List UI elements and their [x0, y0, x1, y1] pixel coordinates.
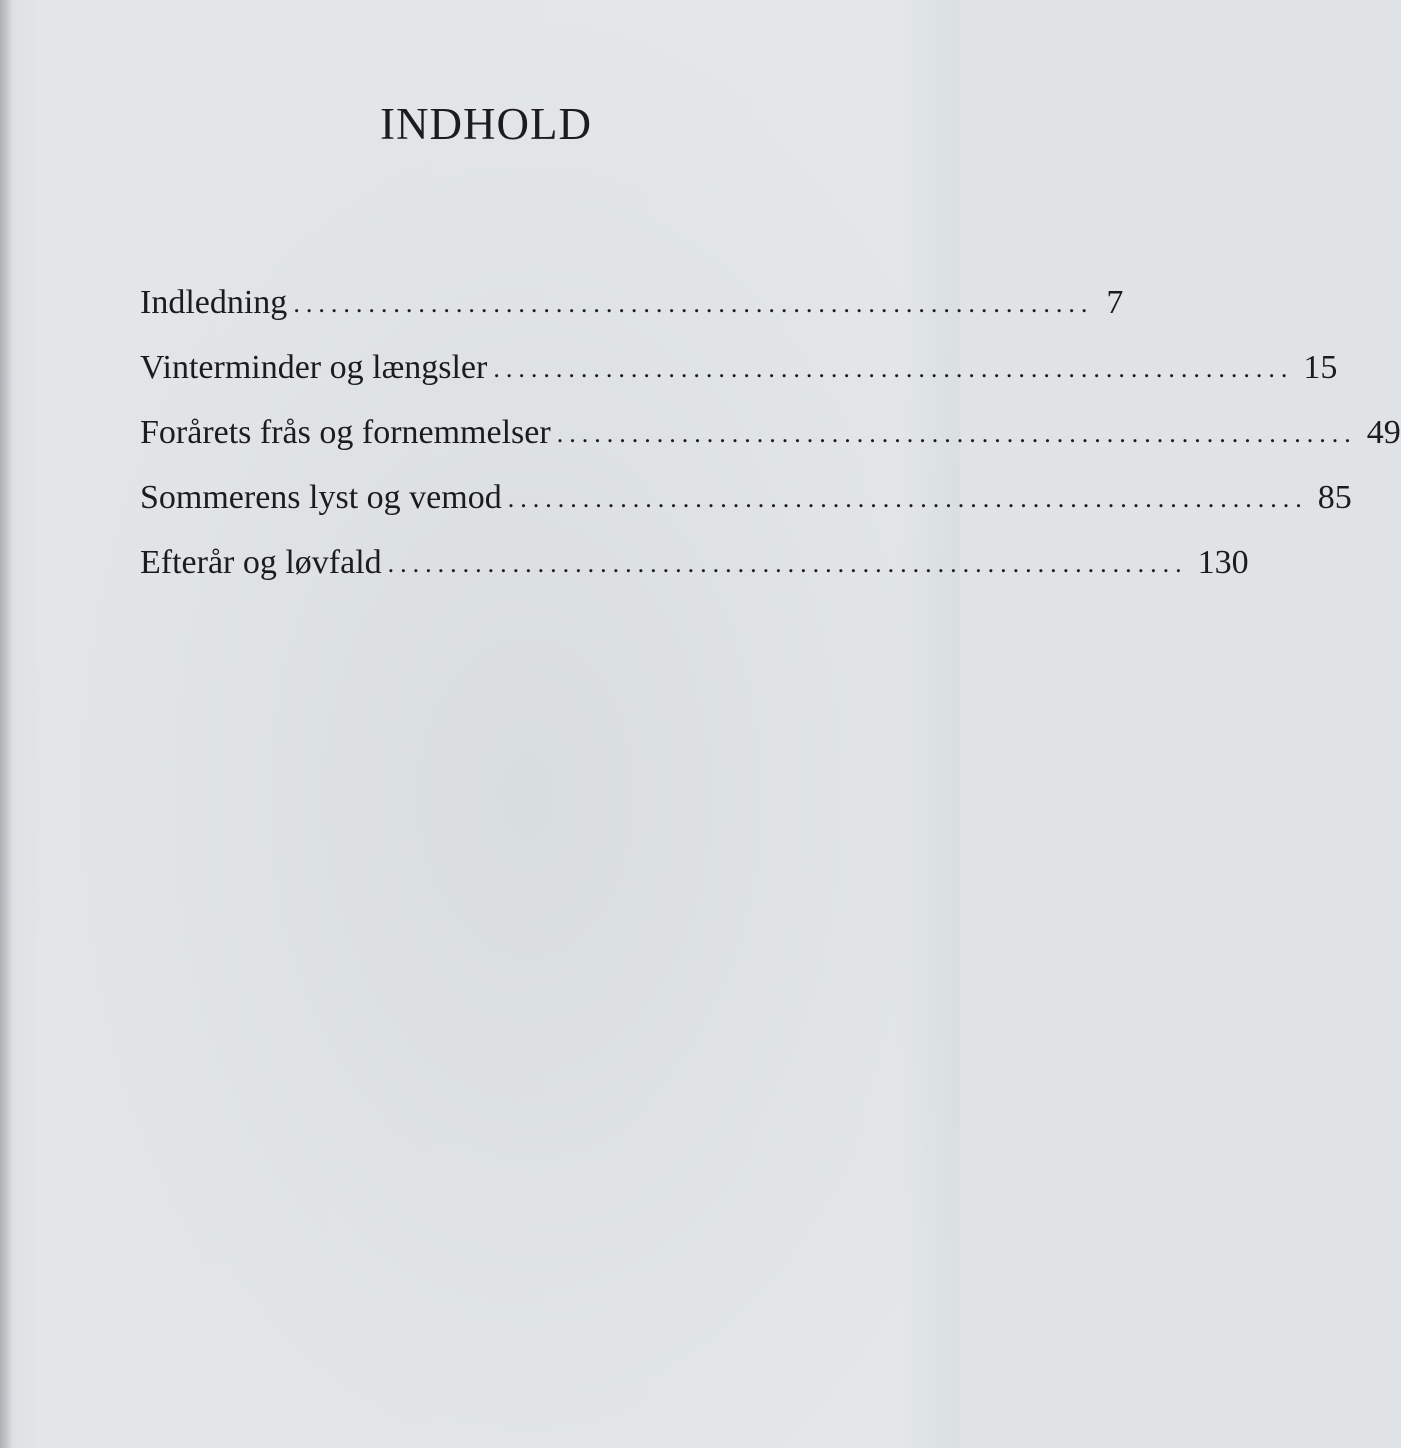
dot-leader: ................................................................ [507, 484, 1308, 513]
toc-entry-page: 130 [1197, 544, 1249, 581]
spine-shadow [0, 0, 12, 1448]
toc-entry [140, 414, 1401, 479]
toc-entry-title: Efterår og løvfald [140, 544, 382, 581]
toc-entry-page: 49 [1366, 414, 1401, 451]
table-of-contents [140, 284, 1401, 609]
dot-leader: ................................................................ [493, 354, 1294, 383]
dot-leader: ................................................................ [387, 549, 1188, 578]
toc-entry-title: Indledning [140, 284, 288, 321]
toc-entry-title: Vinterminder og længsler [140, 349, 488, 386]
dot-leader: ................................................................ [556, 419, 1357, 448]
toc-entry [140, 544, 1249, 609]
toc-entry [140, 349, 1338, 414]
page-title: INDHOLD [380, 99, 592, 149]
dot-leader: ................................................................ [293, 289, 1094, 318]
toc-entry [140, 479, 1352, 544]
toc-entry-page: 85 [1317, 479, 1352, 516]
toc-entry [140, 284, 1124, 349]
toc-entry-title: Forårets frås og fornemmelser [140, 414, 551, 451]
toc-entry-title: Sommerens lyst og vemod [140, 479, 502, 516]
toc-entry-page: 15 [1303, 349, 1338, 386]
toc-entry-page: 7 [1106, 284, 1124, 321]
